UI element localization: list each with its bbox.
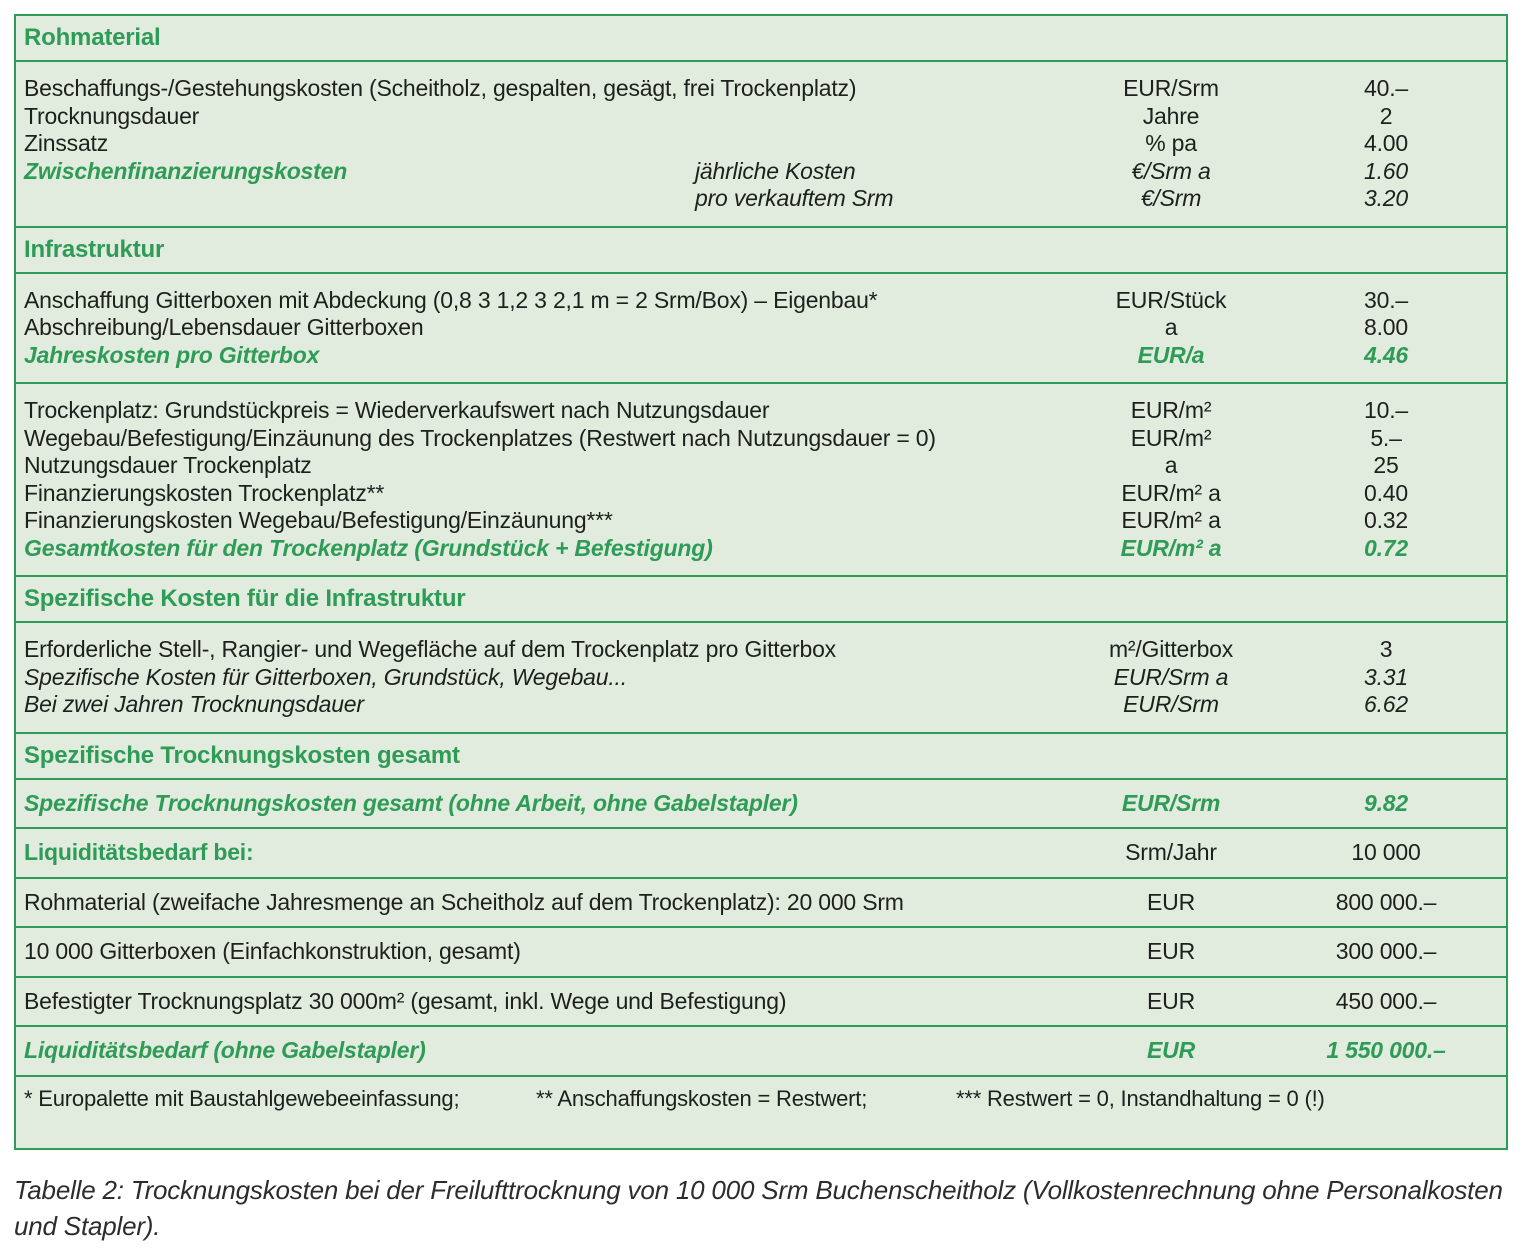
row-unit: EUR/Srm a	[1113, 663, 1229, 690]
row-label: Bei zwei Jahren Trocknungsdauer	[24, 691, 364, 717]
data-row	[16, 1037, 1506, 1065]
section-block	[16, 621, 1506, 732]
data-row	[16, 75, 1506, 103]
data-row	[16, 507, 1506, 535]
row-value: 30.–	[1364, 286, 1408, 313]
row-unit: EUR/m²	[1130, 424, 1212, 451]
row-unit: EUR/m² a	[1121, 479, 1221, 506]
row-label: Erforderliche Stell-, Rangier- und Wegefläche auf dem Trockenplatz pro Gitterbox	[24, 636, 836, 662]
row-label: Liquiditätsbedarf (ohne Gabelstapler)	[24, 1037, 426, 1063]
row-unit: EUR	[1147, 888, 1195, 915]
data-row	[16, 889, 1506, 917]
row-label: Zwischenfinanzierungskosten	[24, 157, 348, 184]
data-row	[16, 664, 1506, 692]
row-unit: EUR/Stück	[1115, 286, 1227, 313]
row-label: Anschaffung Gitterboxen mit Abdeckung (0,8 3 1,2 3 2,1 m = 2 Srm/Box) – Eigenbau*	[24, 286, 878, 313]
row-label: Beschaffungs-/Gestehungskosten (Scheitholz, gespalten, gesägt, frei Trockenplatz)	[24, 75, 857, 101]
row-label: Finanzierungskosten Wegebau/Befestigung/Einzäunung***	[24, 507, 613, 533]
row-value: 450 000.–	[1335, 987, 1437, 1014]
row-unit: m²/Gitterbox	[1108, 636, 1234, 662]
data-row	[16, 287, 1506, 315]
data-row	[16, 636, 1506, 664]
row-label: Rohmaterial (zweifache Jahresmenge an Scheitholz auf dem Trockenplatz): 20 000 Srm	[24, 888, 904, 915]
row-label: Wegebau/Befestigung/Einzäunung des Trockenplatzes (Restwert nach Nutzungsdauer = 0)	[24, 424, 936, 451]
row-value: 800 000.–	[1335, 888, 1437, 915]
row-value: 300 000.–	[1335, 938, 1437, 964]
row-value: 0.40	[1364, 479, 1408, 506]
section-block	[16, 827, 1506, 877]
row-label: Jahreskosten pro Gitterbox	[24, 341, 320, 368]
footnote-row	[16, 1075, 1506, 1148]
section-header	[16, 16, 1506, 60]
row-value: 10.–	[1364, 397, 1408, 423]
data-row	[16, 480, 1506, 508]
footnote-item: * Europalette mit Baustahlgewebeeinfassung;	[24, 1085, 460, 1111]
row-value: 1.60	[1364, 157, 1408, 184]
data-row	[16, 425, 1506, 453]
section-title: Rohmaterial	[24, 24, 161, 51]
row-label: Gesamtkosten für den Trockenplatz (Grundstück + Befestigung)	[24, 534, 713, 561]
data-row	[16, 397, 1506, 425]
section-header	[16, 575, 1506, 621]
row-value: 40.–	[1364, 75, 1408, 101]
section-title: Spezifische Kosten für die Infrastruktur	[24, 585, 466, 612]
row-label: Finanzierungskosten Trockenplatz**	[24, 479, 385, 506]
row-value: 3	[1379, 636, 1393, 662]
row-unit: EUR/Srm	[1121, 789, 1221, 816]
row-value: 0.72	[1364, 534, 1408, 561]
data-row	[16, 158, 1506, 186]
row-label: Nutzungsdauer Trockenplatz	[24, 452, 312, 478]
row-value: 3.20	[1364, 185, 1408, 211]
footnote-item: ** Anschaffungskosten = Restwert;	[536, 1085, 868, 1111]
row-label: Trocknungsdauer	[24, 102, 200, 129]
section-title: Infrastruktur	[24, 235, 165, 263]
row-value: 4.00	[1364, 130, 1408, 156]
row-value: 5.–	[1370, 424, 1402, 451]
section-title: Spezifische Trocknungskosten gesamt	[24, 741, 460, 769]
section-header	[16, 732, 1506, 778]
section-block	[16, 926, 1506, 976]
row-unit: EUR	[1147, 938, 1195, 964]
row-label: 10 000 Gitterboxen (Einfachkonstruktion, gesamt)	[24, 938, 521, 964]
row-unit: a	[1164, 452, 1178, 478]
section-block	[16, 877, 1506, 927]
row-value: 3.31	[1364, 663, 1408, 690]
data-row	[16, 130, 1506, 158]
row-label: Spezifische Kosten für Gitterboxen, Grundstück, Wegebau...	[24, 663, 627, 690]
row-label: Spezifische Trocknungskosten gesamt (ohne Arbeit, ohne Gabelstapler)	[24, 789, 798, 816]
row-unit: €/Srm	[1140, 185, 1202, 211]
data-row	[16, 535, 1506, 563]
row-value: 4.46	[1364, 341, 1408, 368]
cost-table	[14, 14, 1508, 1150]
section-block	[16, 272, 1506, 383]
section-block	[16, 60, 1506, 226]
data-row	[16, 342, 1506, 370]
row-value: 10 000	[1351, 839, 1421, 865]
row-unit: EUR/m² a	[1121, 507, 1221, 533]
section-block	[16, 382, 1506, 575]
row-value: 0.32	[1364, 507, 1408, 533]
row-value: 1 550 000.–	[1326, 1037, 1446, 1063]
data-row	[16, 691, 1506, 719]
row-label: Liquiditätsbedarf bei:	[24, 839, 254, 865]
data-row	[16, 839, 1506, 867]
row-unit: a	[1164, 314, 1178, 340]
table-caption: Tabelle 2: Trocknungskosten bei der Freilufttrocknung von 10 000 Srm Buchenscheitholz (Vollkostenrechnung ohne Personalkosten und Stapler).	[14, 1174, 1503, 1241]
row-unit: EUR/a	[1137, 341, 1205, 368]
section-header	[16, 226, 1506, 272]
row-value: 8.00	[1364, 314, 1408, 340]
row-value: 2	[1379, 102, 1393, 129]
row-label: Abschreibung/Lebensdauer Gitterboxen	[24, 314, 424, 340]
row-unit: €/Srm a	[1131, 157, 1211, 184]
row-label: Zinssatz	[24, 130, 109, 156]
row-unit: EUR	[1147, 987, 1195, 1014]
section-block	[16, 1025, 1506, 1075]
row-unit: EUR/Srm	[1123, 75, 1219, 101]
row-unit: EUR	[1147, 1037, 1195, 1063]
section-block	[16, 778, 1506, 828]
row-label: Befestigter Trocknungsplatz 30 000m² (gesamt, inkl. Wege und Befestigung)	[24, 987, 787, 1014]
footnote-item: *** Restwert = 0, Instandhaltung = 0 (!)	[956, 1085, 1325, 1111]
row-unit: Srm/Jahr	[1125, 839, 1217, 865]
row-unit: EUR/m² a	[1120, 534, 1222, 561]
data-row	[16, 103, 1506, 131]
row-label: Trockenplatz: Grundstückpreis = Wiederverkaufswert nach Nutzungsdauer	[24, 397, 770, 423]
section-block	[16, 976, 1506, 1026]
data-row	[16, 185, 1506, 213]
data-row	[16, 314, 1506, 342]
data-row	[16, 790, 1506, 818]
row-value: 9.82	[1364, 789, 1408, 816]
data-row	[16, 988, 1506, 1016]
row-unit: % pa	[1145, 130, 1197, 156]
row-unit: Jahre	[1142, 102, 1200, 129]
row-value: 25	[1373, 452, 1399, 478]
row-sublabel: jährliche Kosten	[695, 157, 856, 184]
row-unit: EUR/Srm	[1123, 691, 1219, 717]
row-sublabel: pro verkauftem Srm	[695, 185, 894, 211]
row-value: 6.62	[1364, 691, 1408, 717]
data-row	[16, 938, 1506, 966]
row-unit: EUR/m²	[1130, 397, 1212, 423]
data-row	[16, 452, 1506, 480]
